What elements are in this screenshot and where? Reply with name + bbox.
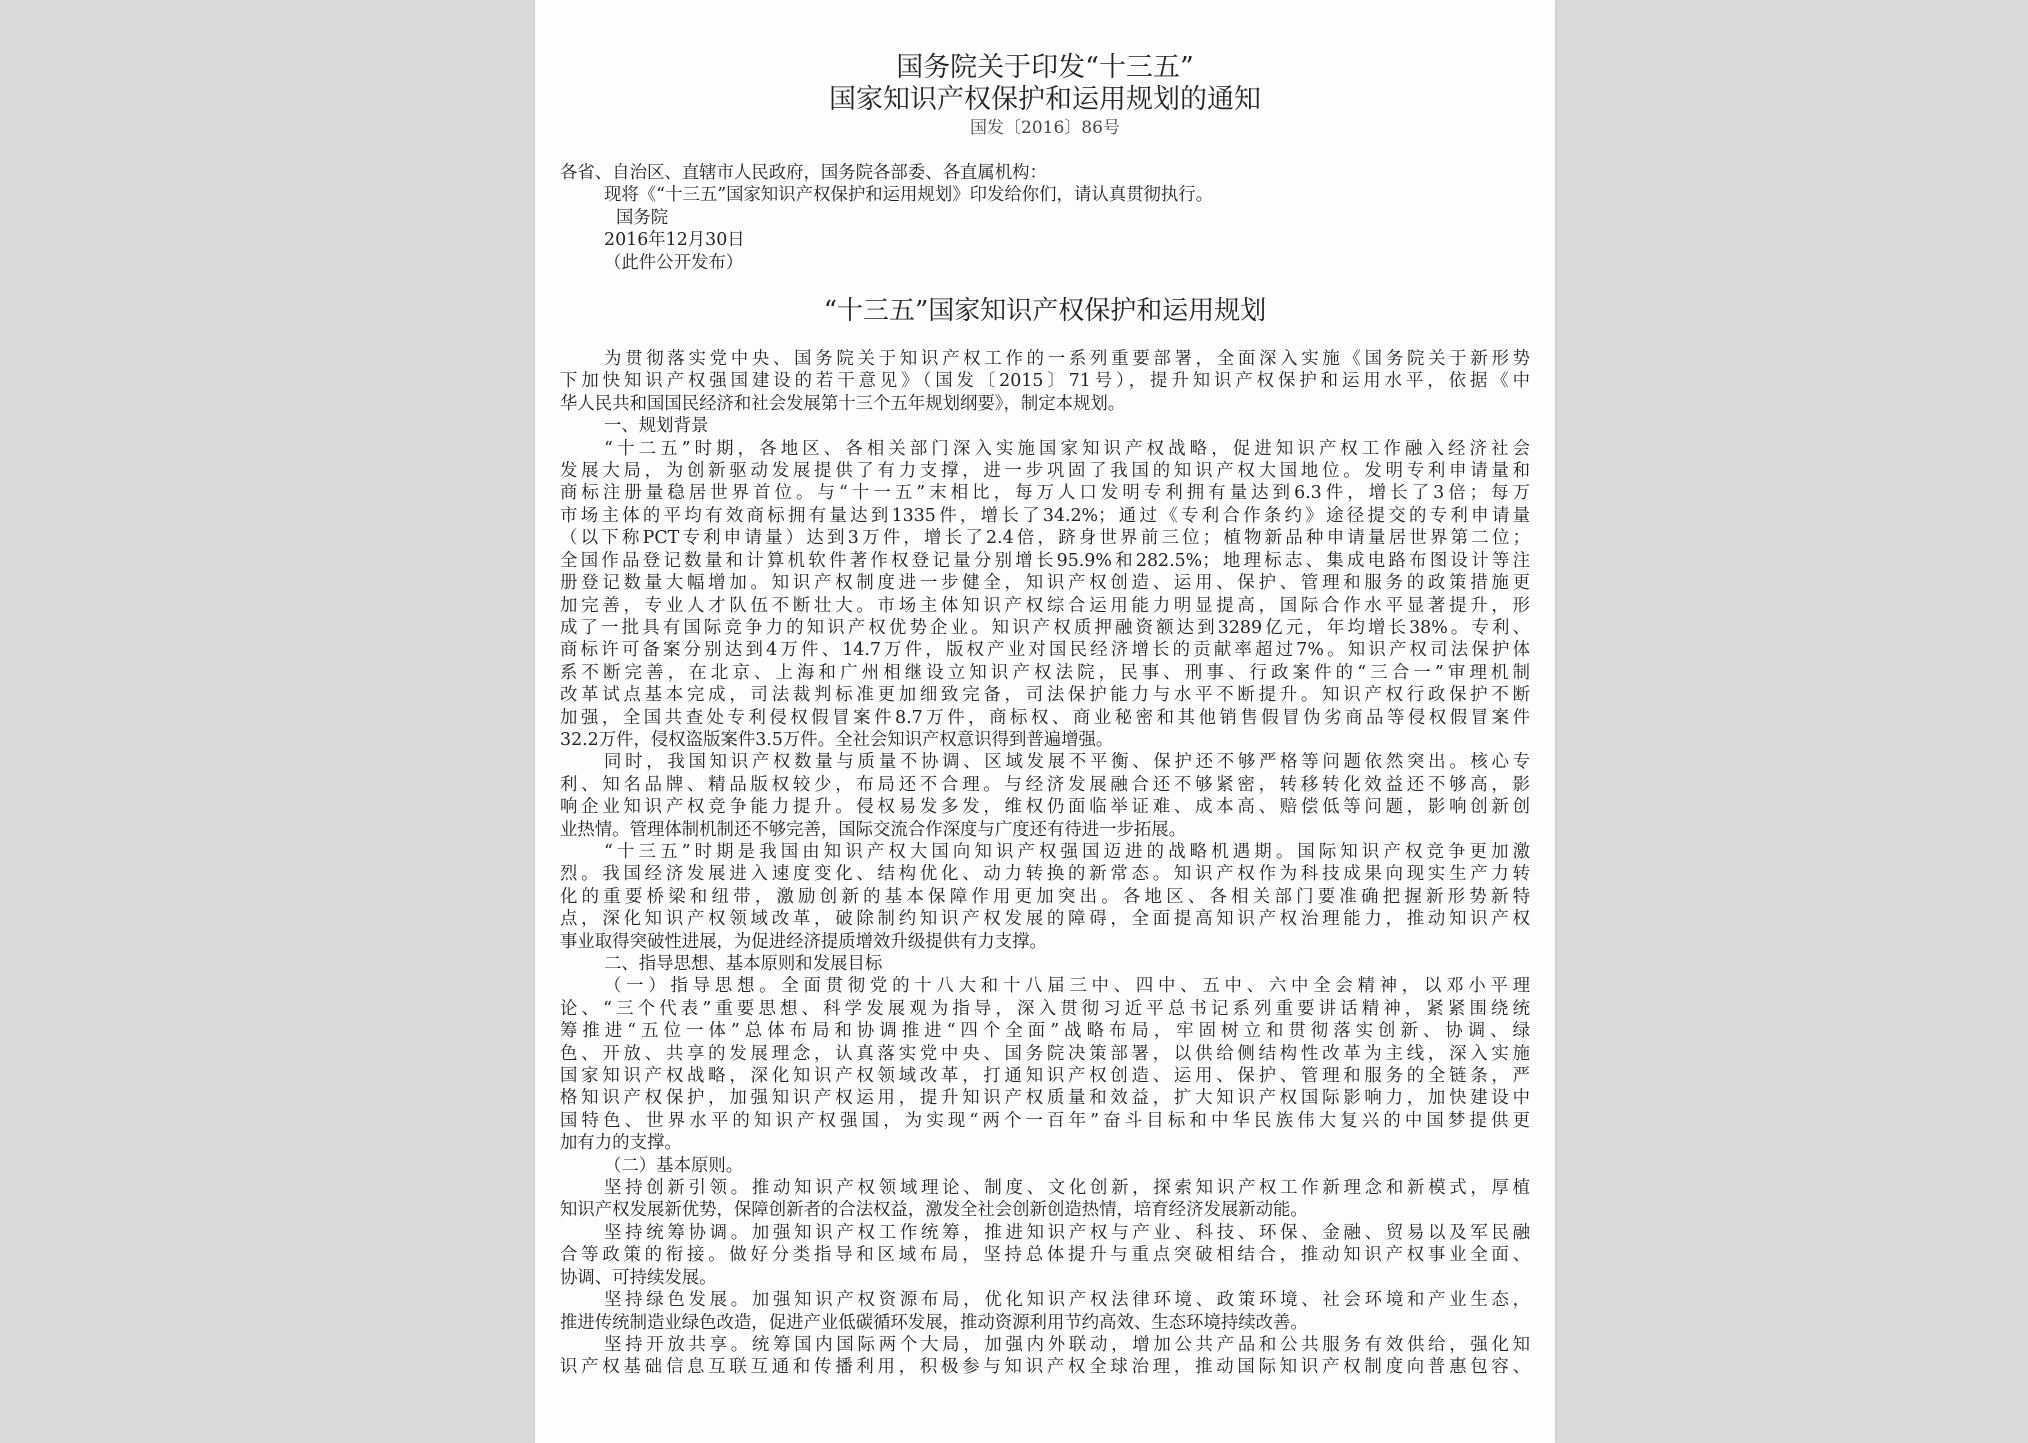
- body-text-line: 市场主体的平均有效商标拥有量达到1335件，增长了34.2%；通过《专利合作条约》途径提交的专利申请量: [560, 505, 1530, 526]
- notice-text-line: 各省、自治区、直辖市人民政府，国务院各部委、各直属机构：: [560, 163, 1047, 183]
- body-text-line: （二）基本原则。: [604, 1155, 744, 1176]
- body-text-line: “十二五”时期，各地区、各相关部门深入实施国家知识产权战略，促进知识产权工作融入经济社会: [604, 438, 1530, 459]
- body-text-line: 事业取得突破性进展，为促进经济提质增效升级提供有力支撑。: [560, 931, 1047, 952]
- body-text-line: 32.2万件，侵权盗版案件3.5万件。全社会知识产权意识得到普遍增强。: [560, 729, 1114, 750]
- body-text-line: 合等政策的衔接。做好分类指导和区域布局，坚持总体提升与重点突破相结合，推动知识产权事业全面、: [560, 1245, 1530, 1266]
- body-text-line: 册登记数量大幅增加。知识产权制度进一步健全，知识产权创造、运用、保护、管理和服务的政策措施更: [560, 573, 1530, 594]
- body-text-line: 发展大局，为创新驱动发展提供了有力支撑，进一步巩固了我国的知识产权大国地位。发明专利申请量和: [560, 461, 1530, 482]
- body-text-line: 为贯彻落实党中央、国务院关于知识产权工作的一系列重要部署，全面深入实施《国务院关于新形势: [604, 349, 1530, 370]
- body-text-line: 坚持创新引领。推动知识产权领域理论、制度、文化创新，探索知识产权工作新理念和新模式，厚植: [604, 1178, 1530, 1199]
- body-text-line: 协调、可持续发展。: [560, 1267, 717, 1288]
- notice-text-line: 国务院: [616, 207, 669, 228]
- body-text-line: 商标许可备案分别达到4万件、14.7万件，版权产业对国民经济增长的贡献率超过7%。知识产权司法保护体: [560, 640, 1530, 661]
- body-text-line: 利、知名品牌、精品版权较少，布局还不合理。与经济发展融合还不够紧密，转移转化效益还不够高，影: [560, 774, 1530, 795]
- body-text-line: 点，深化知识产权领域改革，破除制约知识产权发展的障碍，全面提高知识产权治理能力，推动知识产权: [560, 909, 1530, 930]
- notice-text-line: （此件公开发布）: [604, 252, 744, 273]
- body-text-line: 系不断完善，在北京、上海和广州相继设立知识产权法院，民事、刑事、行政案件的“三合一”审理机制: [560, 662, 1530, 683]
- body-text-line: 成了一批具有国际竞争力的知识产权优势企业。知识产权质押融资额达到3289亿元，年均增长38%。专利、: [560, 617, 1530, 638]
- body-text-line: （一）指导思想。全面贯彻党的十八大和十八届三中、四中、五中、六中全会精神，以邓小平理: [604, 976, 1530, 997]
- body-text-line: “十三五”时期是我国由知识产权大国向知识产权强国迈进的战略机遇期。国际知识产权竞争更加激: [604, 841, 1530, 862]
- body-text-line: 烈。我国经济发展进入速度变化、结构优化、动力转换的新常态。知识产权作为科技成果向现实生产力转: [560, 864, 1530, 885]
- body-text-line: 格知识产权保护，加强知识产权运用，提升知识产权质量和效益，扩大知识产权国际影响力，加快建设中: [560, 1088, 1530, 1109]
- document-content: [560, 52, 1530, 1379]
- body-text-line: 加有力的支撑。: [560, 1133, 682, 1154]
- body-text-line: 知识产权发展新优势，保障创新者的合法权益，激发全社会创新创造热情，培育经济发展新动能。: [560, 1200, 1308, 1221]
- notice-text-line: 2016年12月30日: [604, 230, 745, 251]
- document-page: [535, 0, 1555, 1443]
- body-text-line: 论、“三个代表”重要思想、科学发展观为指导，深入贯彻习近平总书记系列重要讲话精神，紧紧围绕统: [560, 998, 1530, 1019]
- body-text-line: 二、指导思想、基本原则和发展目标: [604, 954, 883, 974]
- body-text-line: 坚持绿色发展。加强知识产权资源布局，优化知识产权法律环境、政策环境、社会环境和产业生态，: [604, 1290, 1530, 1311]
- body-text-line: 华人民共和国国民经济和社会发展第十三个五年规划纲要》，制定本规划。: [560, 393, 1126, 414]
- body-text-line: 坚持统筹协调。加强知识产权工作统筹，推进知识产权与产业、科技、环保、金融、贸易以及军民融: [604, 1222, 1530, 1243]
- body-text-line: 下加快知识产权强国建设的若干意见》（国发〔2015〕71号），提升知识产权保护和运用水平，依据《中: [560, 371, 1530, 392]
- notice-title-line-2: 国家知识产权保护和运用规划的通知: [829, 84, 1261, 115]
- body-text-line: （以下称PCT专利申请量）达到3万件，增长了2.4倍，跻身世界前三位；植物新品种申请量居世界第二位；: [560, 528, 1530, 549]
- body-text-line: 推进传统制造业绿色改造，促进产业低碳循环发展，推动资源利用节约高效、生态环境持续改善。: [560, 1312, 1308, 1333]
- body-text-line: 国家知识产权战略，深化知识产权领域改革，打通知识产权创造、运用、保护、管理和服务的全链条，严: [560, 1066, 1530, 1087]
- body-text-line: 加完善，专业人才队伍不断壮大。市场主体知识产权综合运用能力明显提高，国际合作水平显著提升，形: [560, 595, 1530, 616]
- body-text-line: 响企业知识产权竞争能力提升。侵权易发多发，维权仍面临举证难、成本高、赔偿低等问题，影响创新创: [560, 797, 1530, 818]
- body-text-line: 坚持开放共享。统筹国内国际两个大局，加强内外联动，增加公共产品和公共服务有效供给，强化知: [604, 1334, 1530, 1355]
- body-text-line: 商标注册量稳居世界首位。与“十一五”末相比，每万人口发明专利拥有量达到6.3件，增长了3倍；每万: [560, 483, 1530, 504]
- body-text-line: 改革试点基本完成，司法裁判标准更加细致完备，司法保护能力与水平不断提升。知识产权行政保护不断: [560, 685, 1530, 706]
- body-text-line: 一、规划背景: [604, 416, 709, 437]
- body-text-line: 业热情。管理体制机制还不够完善，国际交流合作深度与广度还有待进一步拓展。: [560, 819, 1187, 840]
- notice-text-line: 现将《“十三五”国家知识产权保护和运用规划》印发给你们，请认真贯彻执行。: [604, 185, 1214, 206]
- body-text-line: 化的重要桥梁和纽带，激励创新的基本保障作用更加突出。各地区、各相关部门要准确把握新形势新特: [560, 886, 1530, 907]
- body-text-line: 色、开放、共享的发展理念，认真落实党中央、国务院决策部署，以供给侧结构性改革为主线，深入实施: [560, 1043, 1530, 1064]
- document-number: 国发〔2016〕86号: [970, 118, 1120, 138]
- body-text-line: 同时，我国知识产权数量与质量不协调、区域发展不平衡、保护还不够严格等问题依然突出。核心专: [604, 752, 1530, 773]
- body-text-line: 加强，全国共查处专利侵权假冒案件8.7万件，商标权、商业秘密和其他销售假冒伪劣商品等侵权假冒案件: [560, 707, 1530, 728]
- body-text-line: 识产权基础信息互联互通和传播利用，积极参与知识产权全球治理，推动国际知识产权制度向普惠包容、: [560, 1357, 1530, 1378]
- notice-body: [560, 162, 1530, 274]
- plan-title: “十三五”国家知识产权保护和运用规划: [823, 296, 1267, 327]
- notice-title: [560, 52, 1530, 140]
- body-text-line: 筹推进“五位一体”总体布局和协调推进“四个全面”战略布局，牢固树立和贯彻落实创新、协调、绿: [560, 1021, 1530, 1042]
- notice-title-line-1: 国务院关于印发“十三五”: [896, 52, 1194, 83]
- body-text-line: 全国作品登记数量和计算机软件著作权登记量分别增长95.9%和282.5%；地理标志、集成电路布图设计等注: [560, 550, 1530, 571]
- plan-body: [560, 348, 1530, 1379]
- body-text-line: 国特色、世界水平的知识产权强国，为实现“两个一百年”奋斗目标和中华民族伟大复兴的中国梦提供更: [560, 1110, 1530, 1131]
